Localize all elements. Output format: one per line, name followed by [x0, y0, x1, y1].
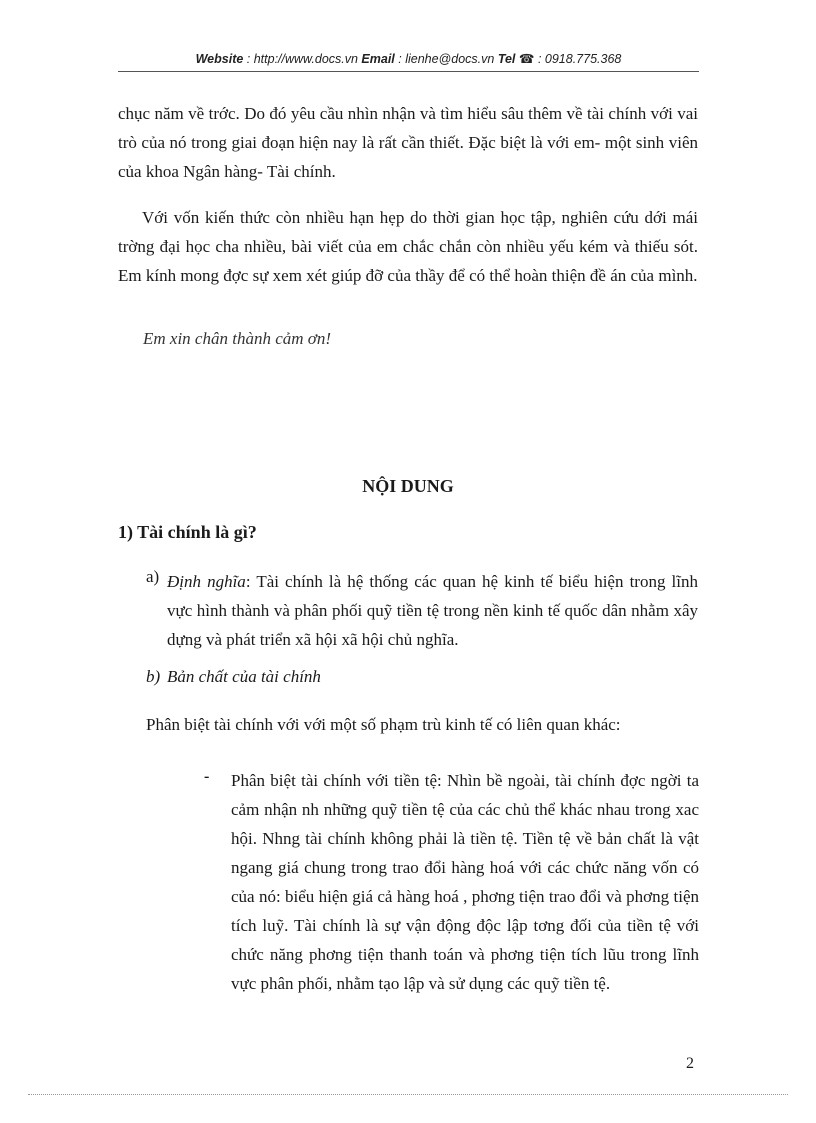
- thanks-line: Em xin chân thành cảm ơn!: [143, 329, 332, 348]
- tel-label: Tel: [497, 52, 516, 66]
- item-b-label: b): [146, 667, 161, 686]
- website-label: Website: [195, 52, 244, 66]
- item-a-term: Định nghĩa: [167, 572, 246, 591]
- bullet-marker: -: [204, 768, 210, 785]
- tel-value: : 0918.775.368: [534, 52, 622, 66]
- item-a-text: : Tài chính là hệ thống các quan hệ kinh tế biểu hiện trong lĩnh vực hình thành và phân phối quỹ tiền tệ trong nền kinh tế quốc dân nhằm xây dựng và phát triển xã hội xã hội chủ nghĩa.: [167, 572, 698, 649]
- intro-line: Phân biệt tài chính với với một số phạm trù kinh tế có liên quan khác:: [146, 715, 621, 734]
- item-a-definition: [167, 567, 698, 654]
- item-b-heading: Bản chất của tài chính: [167, 667, 321, 686]
- email-value: : lienhe@docs.vn: [394, 52, 498, 66]
- paragraph-1: chục năm về trớc. Do đó yêu cầu nhìn nhận và tìm hiểu sâu thêm về tài chính với vai trò của nó trong giai đoạn hiện nay là rất cần thiết. Đặc biệt là với em- một sinh viên của khoa Ngân hàng- Tài chính.: [118, 104, 698, 181]
- section-heading-1: 1) Tài chính là gì?: [118, 522, 257, 542]
- page-bottom-border: [28, 1094, 788, 1095]
- header-divider: [118, 71, 699, 72]
- phone-icon: ☎: [518, 52, 535, 66]
- email-label: Email: [361, 52, 395, 66]
- item-a-label: a): [146, 567, 160, 586]
- page-number: 2: [686, 1055, 694, 1072]
- website-value: : http://www.docs.vn: [243, 52, 362, 66]
- bullet-paragraph: Phân biệt tài chính với tiền tệ: Nhìn bề ngoài, tài chính đợc ngời ta cảm nhận nh những quỹ tiền tệ của các chủ thể khác nhau trong xac hội. Nhng tài chính không phải là tiền tệ. Tiền tệ về bản chất là vật ngang giá chung trong trao đổi hàng hoá với các chức năng vốn có của nó: biểu hiện giá cả hàng hoá , phơng tiện trao đổi và phơng tiện tích luỹ. Tài chính là sự vận động độc lập tơng đối của tiền tệ với chức năng phơng tiện thanh toán và phơng tiện tích lũu trong lĩnh vực phân phối, nhằm tạo lập và sử dụng các quỹ tiền tệ.: [231, 771, 699, 993]
- paragraph-2: Với vốn kiến thức còn nhiều hạn hẹp do thời gian học tập, nghiên cứu dới mái trờng đại học cha nhiều, bài viết của em chắc chắn còn nhiều yếu kém và thiếu sót. Em kính mong đợc sự xem xét giúp đỡ của thầy để có thể hoàn thiện đề án của mình.: [118, 208, 698, 285]
- page-header: [118, 51, 699, 66]
- section-title: NỘI DUNG: [362, 476, 454, 496]
